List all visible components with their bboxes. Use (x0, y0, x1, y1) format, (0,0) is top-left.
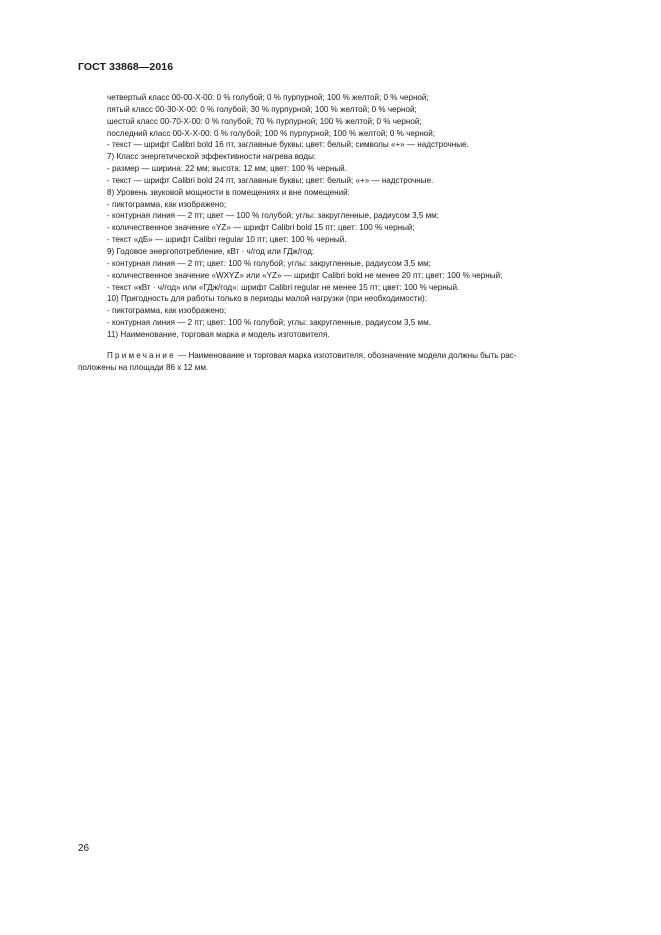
text-line: шестой класс 00-70-X-00: 0 % голубой; 70 % пурпурной; 100 % желтой; 0 % черной; (107, 116, 422, 126)
text-line: - текст — шрифт Calibri bold 16 пт, заглавные буквы; цвет: белый; символы «+» — надстрочные. (107, 140, 469, 150)
note-label: Примечание (107, 351, 176, 360)
text-line: - пиктограмма, как изображено; (107, 199, 227, 209)
text-line: - пиктограмма, как изображено; (107, 306, 227, 316)
note-text: — Наименование и торговая марка изготовителя, обозначение модели должны быть рас- (175, 351, 517, 360)
text-line: 11) Наименование, торговая марка и модель изготовителя. (107, 329, 330, 339)
specification-text (107, 92, 627, 341)
note-paragraph (78, 350, 626, 373)
text-line: 9) Годовое энергопотребление, кВт · ч/год или ГДж/год: (107, 246, 315, 256)
document-header: ГОСТ 33868—2016 (78, 61, 174, 73)
text-line: - текст «кВт · ч/год» или «ГДж/год»: шрифт Calibri regular не менее 15 пт; цвет: 100 % черный. (107, 282, 460, 292)
text-line: - контурная линия — 2 пт; цвет: 100 % голубой; углы: закругленные, радиусом 3,5 мм; (107, 258, 431, 268)
text-line: - контурная линия — 2 пт; цвет: 100 % голубой; углы: закругленные, радиусом 3,5 мм. (107, 318, 431, 328)
note-first-line (78, 350, 626, 362)
text-line: 7) Класс энергетической эффективности нагрева воды: (107, 152, 317, 162)
text-line: - размер — ширина: 22 мм; высота: 12 мм; цвет: 100 % черный. (107, 164, 347, 174)
page-number: 26 (78, 843, 90, 854)
text-line: - количественное значение «YZ» — шрифт Calibri bold 15 пт; цвет: 100 % черный; (107, 223, 415, 233)
text-line: - текст «дБ» — шрифт Calibri regular 10 пт; цвет: 100 % черный. (107, 235, 347, 245)
text-line: - текст — шрифт Calibri bold 24 пт, заглавные буквы; цвет: белый; «+» — надстрочные. (107, 175, 434, 185)
text-line: 8) Уровень звуковой мощности в помещениях и вне помещений: (107, 187, 350, 197)
text-line: - количественное значение «WXYZ» или «YZ» — шрифт Calibri bold не менее 20 пт; цвет: 100 % черный; (107, 270, 503, 280)
text-line: - контурная линия — 2 пт; цвет — 100 % голубой; углы: закругленные, радиусом 3,5 мм; (107, 211, 439, 221)
text-line: пятый класс 00-30-X-00: 0 % голубой; 30 % пурпурной; 100 % желтой; 0 % черной; (107, 104, 417, 114)
text-line: 10) Пригодность для работы только в периоды малой нагрузки (при необходимости): (107, 294, 427, 304)
note-second-line: положены на площади 86 x 12 мм. (78, 362, 209, 372)
text-line: последний класс 00-X-X-00: 0 % голубой; 100 % пурпурной; 100 % желтой; 0 % черной; (107, 128, 436, 138)
text-line: четвертый класс 00-00-X-00: 0 % голубой; 0 % пурпурной; 100 % желтой; 0 % черной; (107, 93, 429, 102)
